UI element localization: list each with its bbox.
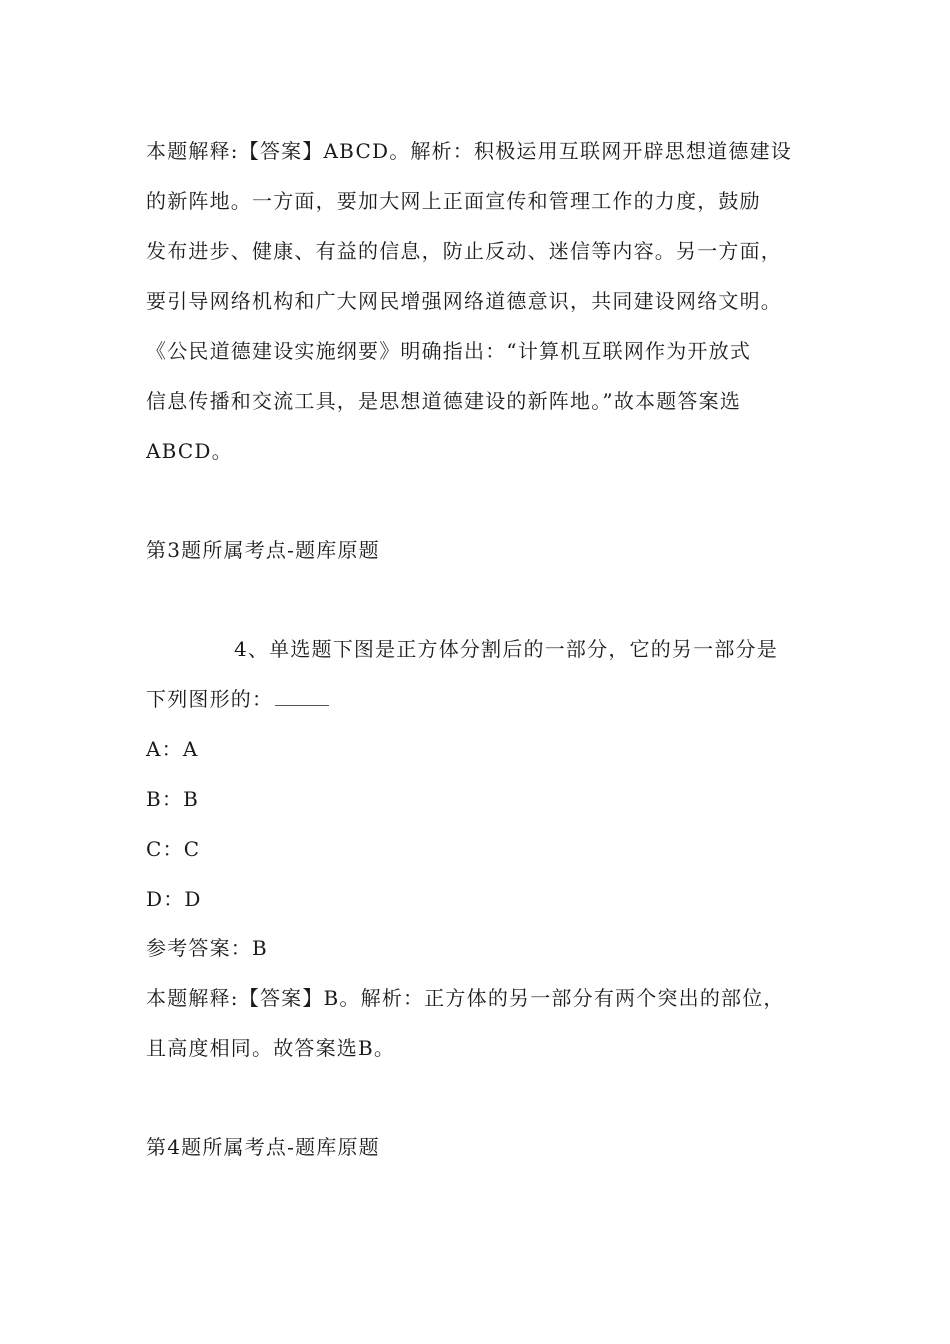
explanation-line: 本题解释:【答案】ABCD。解析：积极运用互联网开辟思想道德建设 <box>146 139 792 163</box>
answer-blank <box>275 687 329 706</box>
reference-answer: 参考答案：B <box>146 936 268 960</box>
explanation-line: 要引导网络机构和广大网民增强网络道德意识，共同建设网络文明。 <box>146 289 782 313</box>
section-label: 第4题所属考点-题库原题 <box>146 1135 380 1159</box>
option-b: B：B <box>146 787 199 811</box>
option-c: C：C <box>146 837 201 861</box>
explanation-line: 的新阵地。一方面，要加大网上正面宣传和管理工作的力度，鼓励 <box>146 189 761 213</box>
explanation-line: 信息传播和交流工具，是思想道德建设的新阵地。”故本题答案选 <box>146 389 742 413</box>
explanation-line: 《公民道德建设实施纲要》明确指出：“计算机互联网作为开放式 <box>146 339 752 363</box>
question-stem-continued <box>146 686 329 712</box>
question-stem-text: 下列图形的： <box>146 687 274 711</box>
explanation-line: 发布进步、健康、有益的信息，防止反动、迷信等内容。另一方面， <box>146 239 782 263</box>
explanation-line: 本题解释:【答案】B。解析：正方体的另一部分有两个突出的部位， <box>146 986 785 1010</box>
question-stem: 4、单选题下图是正方体分割后的一部分，它的另一部分是 <box>234 637 778 661</box>
section-label: 第3题所属考点-题库原题 <box>146 538 380 562</box>
option-a: A：A <box>146 737 199 761</box>
option-d: D：D <box>146 887 202 911</box>
explanation-line: ABCD。 <box>146 439 233 463</box>
explanation-line: 且高度相同。故答案选B。 <box>146 1036 396 1060</box>
